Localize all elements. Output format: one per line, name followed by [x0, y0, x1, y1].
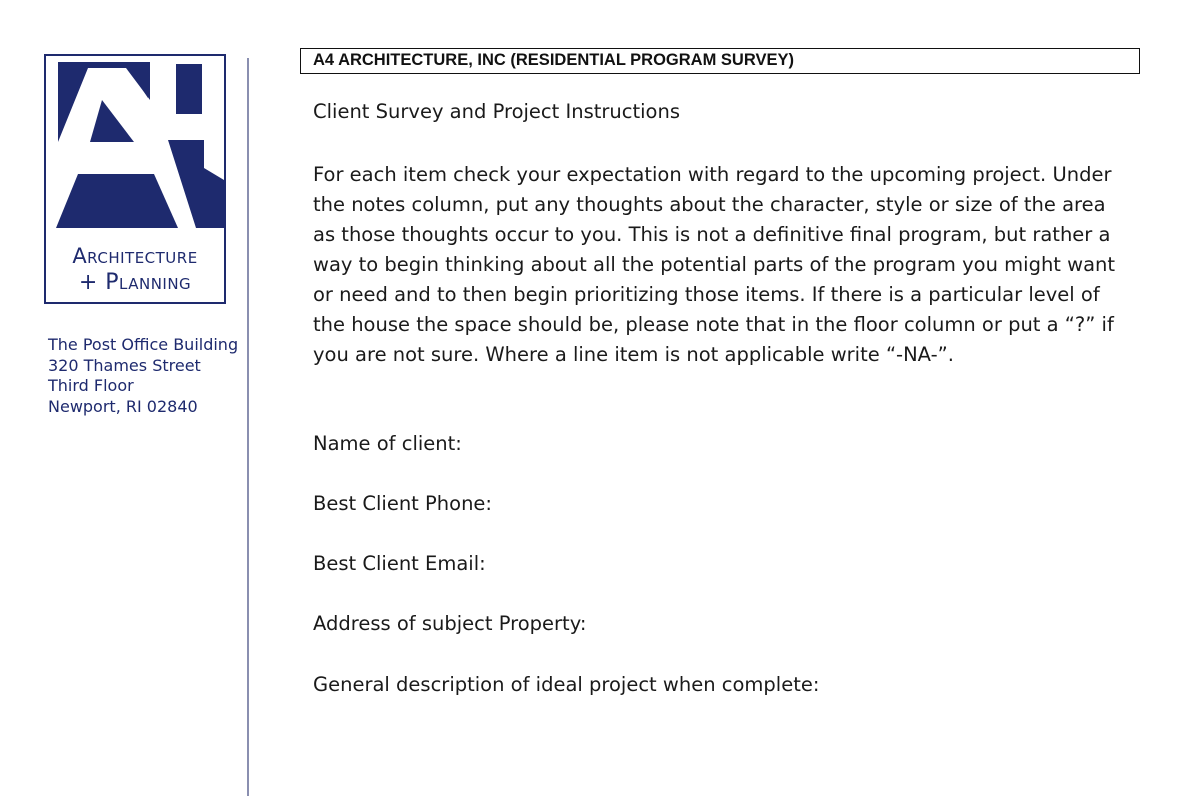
logo-shape-stripe: [136, 66, 148, 98]
logo-shape-right: [168, 140, 224, 228]
logo-shape-triangle: [90, 100, 134, 142]
logo-text-planning: + Planning: [78, 270, 192, 295]
office-address: [48, 335, 238, 417]
logo-mark: [46, 56, 224, 242]
logo-shape-top-right: [176, 64, 202, 114]
address-line: The Post Office Building: [48, 335, 239, 354]
logo-shape-base: [56, 174, 178, 228]
field-client-name: Name of client:: [313, 432, 462, 455]
field-project-description: General description of ideal project when complete:: [313, 673, 820, 696]
vertical-divider: [247, 58, 249, 796]
document-header: A4 ARCHITECTURE, INC (RESIDENTIAL PROGRAM SURVEY): [300, 48, 1140, 74]
address-line: Third Floor: [48, 376, 134, 395]
address-line: Newport, RI 02840: [48, 396, 198, 416]
field-client-phone: Best Client Phone:: [313, 492, 493, 515]
instructions-paragraph: For each item check your expectation with regard to the upcoming project. Under the notes column, put any thoughts about the character, style or size of the area as those thoughts occur to you. This is not a definitive final program, but rather a way to begin thinking about all the potential parts of the program you might want or need and to then begin prioritizing those items. If there is a particular level of the house the space should be, please note that in the floor column or put a “?” if you are not sure. Where a line item is not applicable write “-NA-”.: [313, 163, 1116, 366]
field-client-email: Best Client Email:: [313, 552, 486, 575]
logo-text-architecture: Architecture: [72, 244, 198, 268]
address-line: 320 Thames Street: [48, 355, 201, 375]
field-property-address: Address of subject Property:: [313, 612, 587, 635]
document-subtitle: Client Survey and Project Instructions: [313, 100, 681, 123]
company-logo: [44, 54, 226, 304]
